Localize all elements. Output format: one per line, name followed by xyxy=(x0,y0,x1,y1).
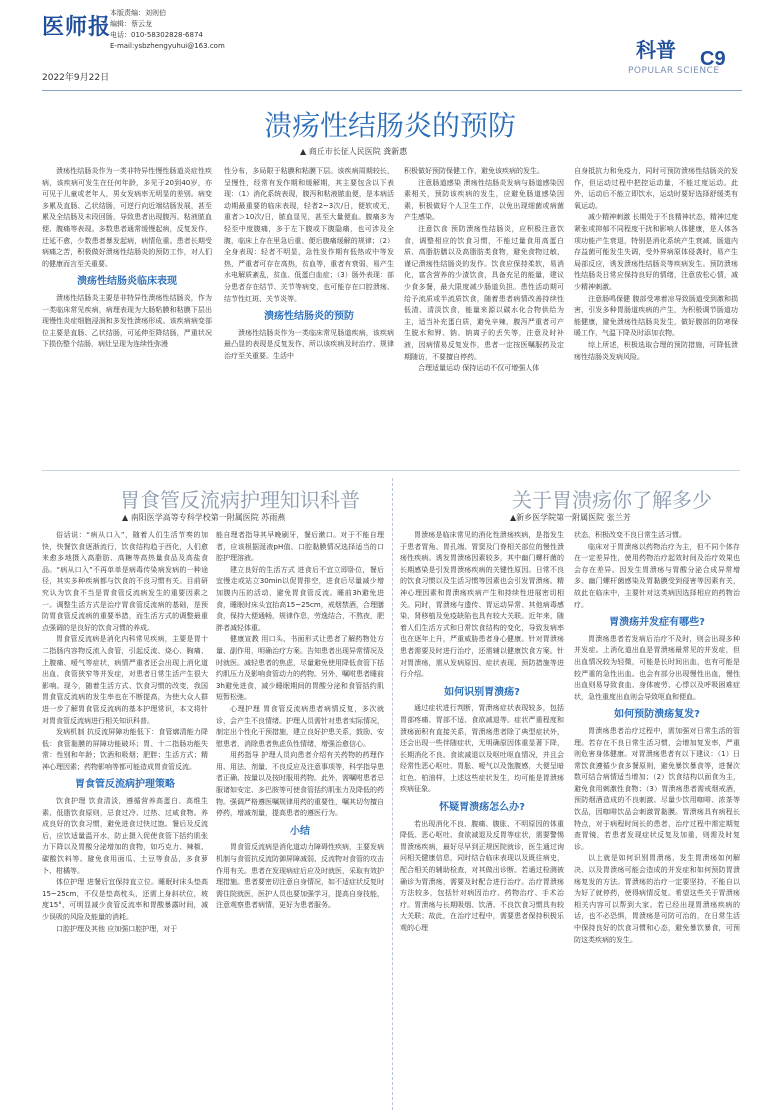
paragraph: 减少精神刺激 长期处于不良精神状态，精神过度紧张或抑郁不同程度干扰和影响人体健康，是人体各项功能产生衰退，特别是消化系统产生衰减，肠道内存益菌可能发生失调，受外界病原体侵袭时，易产生局部反应，诱发溃疡性结肠炎等疾病发生。预防溃疡性结肠炎日常应保持良好的情绪，注意放松心情，减少精神刺激。 xyxy=(574,213,738,291)
article1-column-4 xyxy=(574,166,738,464)
article1-byline: ▲ 商丘市长征人民医院 龚新惠 xyxy=(300,147,408,156)
paragraph: 用药指导 护理人员向患者介绍有关药物的药理作用、用法、剂量、不良反应及注意事项等，科学指导患者正确、按量以及按时服用药物。此外，需嘱咐患者忌服诸如安定、多巴胺等可使食管括约肌张力及降低的药物。强调严格遵医嘱规律用药的重要性，嘱其切勿擅自停药，增减剂量，提高患者的遵医行为。 xyxy=(216,751,384,818)
paragraph: 临床对于胃溃疡以药物治疗为主，但不同个体存在一定差异性，使用药物治疗起效时间及治疗效果也会存在差异。因发生胃溃疡与胃酸分泌合成异常增多、幽门螺杆菌感染及胃黏膜受到侵害等因素有关，故此在临床中，主要针对这类病因选择相应的药物治疗。 xyxy=(574,542,740,609)
issue-date: 2022年9月22日 xyxy=(42,73,110,83)
paragraph: 心理护理 胃食管反流病患者病情反复，多次就诊，会产生不良情绪。护理人员需针对患者实际情况，制定出个性化干预措施，建立良好护患关系，鼓励、安慰患者，消除患者焦虑负性情绪，增强治愈信心。 xyxy=(216,704,384,748)
paragraph: 健康宣教 用口头、书面形式让患者了解药物处方量、副作用，明确治疗方案。告知患者出现异常情况及时就医。减轻患者的焦虑，尽量避免使用降低食管下括约肌压力及影响食管动力的药物。另外，嘱咐患者睡前3h避免进食，减少睡眠期间的胃酸分泌和食管括约肌短暂松弛。 xyxy=(216,635,384,702)
paragraph: 建立良好的生活方式 进食后不宜立即卧位，餐后宜慢走或站立30min以促胃排空，进食后尽量减少增加腹内压的活动，避免胃食管反流。睡前3h避免进食，睡眠时床头宜抬高15~25cm，戒烟禁酒，合理膳食，保持大便通畅，规律作息，劳逸结合，不熬夜，肥胖者减轻体重。 xyxy=(216,565,384,632)
paragraph: 胃溃疡患者若发病后治疗不及时，则会出现多种并发症。上消化道出血是胃溃疡最常见的并发症，但出血情况较为轻微，可能是长时间出血，也有可能是较严重的急性出血。也会有部分出现慢性出血，慢性出血则易导致食血、身体疲劳、心悸以及呼吸困难症状，急性重度出血则会导致呕血和便血。 xyxy=(574,634,740,701)
paragraph: 若出现消化不良、腹痛、腹胀、不明原因的体重降低、恶心呕吐、食欲减退及反胃等症状，需要警惕胃溃疡疾病，最好尽早到正规医院就诊，医生通过询问相关健康信息，同时结合临床表现以及既往病史，配合相关的辅助检查，对其做出诊断。若通过检测被确诊为胃溃疡，需要及时配合进行治疗。治疗胃溃疡方法较多，包括针对病因治疗、药物治疗、手术治疗。胃溃疡与长期吸烟、饮酒、不良饮食习惯具有较大关联；故此，在治疗过程中，需要患者保持积极乐观的心理 xyxy=(400,819,564,932)
paragraph: 通过症状进行判断，胃溃疡症状表现较多，包括胃部疼痛、胃部不适、食欲减退等。症状严重程度和溃疡面积有直接关系，胃溃疡患者除了典型症状外，还会出现一些伴随症状，无明确原因体重显著下降，长期消化不良、食欲减退以及呕吐呕血情况，并且会经常性恶心呕吐、胃胀、嗳气以及饱腹感，大便呈暗红色、柏油样，上述这些症状发生，均可能是胃溃疡疾病征象。 xyxy=(400,704,564,794)
editor-line: 编辑：蔡云龙 xyxy=(110,20,152,28)
paragraph: 饮食护理 饮食清淡，遵循营养高蛋白、高维生素、低脂饮食原则，忌食过冷、过热、过咸食物。养成良好的饮食习惯，避免进食过快过饱。餐后及反流后，应饮适量温开水，防止摄入促使食管下括约肌张力下降以及胃酸分泌增加的食物，如巧克力、辣椒、碳酸饮料等。避免食用面瓜、土豆等食品，多食萝卜、柑橘等。 xyxy=(42,797,208,875)
paragraph: 体位护理 进餐后宜保持直立位。睡眠时床头垫高15~25cm，不仅是垫高枕头，还需上身斜状位，坡度15°，可明显减少食管反流率和胃酸暴露时间，减少误吸的风险及能量的消耗。 xyxy=(42,878,208,921)
paragraph: 口腔护理及其他 应加强口腔护理，对于 xyxy=(56,924,178,933)
editor-line: 本版责编：刘则伯 xyxy=(110,9,166,17)
paragraph: 胃食管反流病是消化内科常见疾病，主要是胃十二指肠内容物反流入食管，引起反流、烧心、胸痛、上腹痛、嗳气等症状，病情严重者还会出现上消化道出血、食管狭窄等并发症，对患者日常生活产生很大影响。现今，随着生活方式、饮食习惯的改变，我国胃食管反流病的发生率也在不断提高，为使大众人群进一步了解胃食管反流病的基本护理常识，本文将针对胃食管反流病进行相关知识科普。 xyxy=(42,635,208,725)
paragraph: 溃疡性结肠炎主要是非特异性溃疡性结肠炎，作为一类临床常见疾病，病理表现为大肠粘膜和粘膜下层出现慢性炎症细胞浸润和多发性溃疡形成。该疾病病变部位主要是直肠、乙状结肠，可延伸至降结肠，严重状况下损伤整个结肠，病灶呈现为连续性弥漫 xyxy=(42,293,212,349)
section-title: 科普 xyxy=(636,38,676,62)
section-subtitle: POPULAR SCIENCE xyxy=(628,66,720,76)
paragraph: 能自理者指导其早晚刷牙，餐后漱口。对于不能自理者，应该根据涎液pH值、口腔黏膜情况选择适当的口腔护理溶液。 xyxy=(216,531,384,563)
paragraph: 胃溃疡患者治疗过程中，需加强对日常生活的管理。若存在不良日常生活习惯，会增加复发率，严重则危害身体健康。对胃溃疡患者有以下建议：（1）日常饮食遵循少食多餐原则，避免暴饮暴食等，进餐次数可结合病情适当增加；（2）饮食结构以面食为主，避免食用刺激性食物；（3）胃溃疡患者需戒烟戒酒，预防烟酒造成的不良刺激。尽量少饮用咖啡、浓茶等饮品，因咖啡饮品会刺激胃黏膜。胃溃疡具有病程长特点，对于病程时间长的患者，治疗过程中需定期复查胃镜，若患者发现症状反复及加重，则需及时复诊。 xyxy=(574,726,740,851)
paragraph: 积极做好预防保健工作，避免该疾病的发生。 xyxy=(404,167,544,175)
article2-title: 胃食管反流病护理知识科普 xyxy=(120,488,360,512)
masthead xyxy=(0,0,780,88)
article2-column-1 xyxy=(42,530,208,1110)
header-rule xyxy=(42,90,742,91)
editor-info xyxy=(110,8,225,52)
article1-subheading: 溃疡性结肠炎的预防 xyxy=(264,311,354,323)
paragraph: 合理适量运动 保持运动不仅可增强人体 xyxy=(418,364,540,373)
article3-byline: ▲新乡医学院第一附属医院 张兰芳 xyxy=(510,513,631,522)
article2-subheading: 小结 xyxy=(290,825,310,837)
paragraph: 胃溃疡是临床常见的消化性溃疡疾病，是指发生于患者胃角、胃孔端、胃窦及门脊相关部位的慢性溃疡性疾病。诱发胃溃疡因素较多，其中幽门螺杆菌的长期感染是引发胃溃疡疾病的关键性原因。日常不良的饮食习惯以及生活习惯等因素也会引发胃溃疡。精神心理因素和胃溃疡疾病产生和持续性进展密切相关。同时，胃溃疡与遗传、胃运动异常、其他病毒感染、肾移植及免疫缺陷也具有较大关联。近年来，随着人们生活方式和日常饮食结构的变化，导致发病率也在逐年上升，严重威胁患者身心健康。针对胃溃疡患者需要及时进行治疗，还需辅以健康饮食方案。针对胃溃疡，需从发病原因、症状表现、预防措施等进行介绍。 xyxy=(400,531,564,679)
paragraph: 俗话说：“病从口入”，随着人们生活节奏的加快，快餐饮食逐渐流行，饮食结构趋于西化，人们愈来愈多地摄入高脂肪、高糖等高热量食品及高盐食品。“病从口入”不再单单是病毒传染病发病的一种途径，其实多种疾病都与饮食的不良习惯有关。目前研究认为饮食不当是胃食管反流病发生的重要因素之一。调整生活方式是治疗胃食管反流病的基础，是预防胃食管反流病的重要举措，而生活方式的调整最重点强调的是良好的饮食习惯的养成。 xyxy=(42,531,208,632)
article2-subheading: 胃食管反流病护理策略 xyxy=(75,779,175,791)
article1-column-1 xyxy=(42,166,212,464)
article1-title: 溃疡性结肠炎的预防 xyxy=(263,109,516,142)
paragraph: 注意肠鸣保健 腹部受寒着凉导致肠道受到激和损害，引发多种胃肠道疾病的产生，为积极调节肠道功能健康，避免溃疡性结肠炎发生，做好腹部的防寒保暖工作，气温下降及时添加衣物。 xyxy=(574,294,738,338)
article3-column-1 xyxy=(400,530,564,1110)
article1-subheading: 溃疡性结肠炎临床表现 xyxy=(77,276,177,288)
paragraph: 性分布，多局限于粘膜和粘膜下层。该疾病周期较长，呈慢性，经常有发作期和缓解期，其主要包含以下表现：（1）消化系统表现，腹泻和粘液脓血便，是本病活动期最重要的临床表现，轻者2~3次/日，便软或无，重者＞10次/日，脓血显见，甚至大量便血。腹痛多为轻至中度腹痛，多于左下腹或下腹隐痛，也可涉及全腹，临床上存在里急后重、便后腹痛缓解的规律；（2）全身表现：轻者不明显，急性发作期有低热或中等发热，严重者可存在高热，贫血等，重者有衰弱，易产生水电解质紊乱，贫血、低蛋白血症；（3）肠外表现：部分患者存在结节、关节等病变，也可能存在口腔溃疡、结节性红斑、关节炎等。 xyxy=(224,167,394,303)
section-divider xyxy=(42,470,740,471)
paragraph: 状态，积极改变不良日常生活习惯。 xyxy=(574,531,686,539)
article2-column-2 xyxy=(216,530,384,1110)
paragraph: 注意肠道感染 溃疡性结肠炎发病与肠道感染因素相关，预防该疾病的发生，应避免肠道感染因素，积极做好个人卫生工作，以免出现细菌或病菌产生感染。 xyxy=(404,178,564,222)
paragraph: 溃疡性结肠炎作为一类非特异性慢性肠道炎症性疾病，该疾病可发生在任何年龄，多见于20到40岁，亦可见于儿童或老年人，男女发病率无明显的差别。病变多累及直肠、乙状结肠，可逆行向近端结肠发展，甚至累及全结肠及末段回肠，导致患者出现腹泻、粘液脓血便、腹痛等表现。多数患者通常缓慢起病，反复发作，迁延不愈，少数患者暴发起病，病情危重。患者长期受病痛之苦，积极做好溃疡性结肠炎的预防工作，对人们的健康而言至关重要。 xyxy=(42,167,212,268)
newspaper-logo: 医师报 xyxy=(42,14,112,40)
article1-column-2 xyxy=(224,166,394,464)
phone-line: 电话：010-58302828-6874 xyxy=(110,31,203,39)
column-divider xyxy=(392,478,393,1110)
page-number: C9 xyxy=(700,48,726,70)
paragraph: 自身抵抗力和免疫力，同时可预防溃疡性结肠炎的发作，但运动过程中把控运动量，不能过度运动。此外，运动后不能立即饮水，运动时要好选择舒缓类有氧运动。 xyxy=(574,167,738,210)
article3-subheading: 如何预防溃疡复发? xyxy=(614,709,700,721)
article3-title: 关于胃溃疡你了解多少 xyxy=(512,488,712,512)
paragraph: 胃食管反流病是消化道动力障碍性疾病，主要发病机制与食管抗反流防御屏障减弱、反流物对食管的攻击作用有关。患者在发现病症后应及时就医，采取有效护理措施。患者要密切注意自身情况，如不适症状反复时需住院就医，医护人员也要加强学习，提高自身技能，注意观察患者病情，更好为患者服务。 xyxy=(216,843,384,910)
paragraph: 溃疡性结肠炎作为一类临床常见肠道疾病，该疾病最凸显的表现是反复发作，所以该疾病及时治疗、规律治疗至关重要。生活中 xyxy=(224,328,394,360)
article3-subheading: 怀疑胃溃疡怎么办? xyxy=(439,802,525,814)
paragraph: 发病机制 抗反流屏障功能低下：食管廓清能力降低：食管黏膜的屏障功能破坏；胃、十二指肠功能失常：性别和年龄；饮酒和吸烟；肥胖；生活方式；精神心理因素；药物影响等都可能造成胃食管反流。 xyxy=(42,728,208,771)
article1-column-3 xyxy=(404,166,564,464)
article3-column-2 xyxy=(574,530,740,1110)
paragraph: 注意饮食 预防溃疡性结肠炎，应积极注意饮食，调整相应的饮食习惯，不能过量食用高蛋白质、高脂肪膳以及高脂肪类食物，避免食物过敏，谨记溃疡性结肠炎的发作。饮食应保持柔软，易消化，富含营养的少渣饮食，具备充足的能量，建议少食多餐，最大限度减少肠道负担。患性活动期可给予流质或半流质饮食，随着患者病情改善持续性低渣、清淡饮食，能量来源以碳水化合物供给为主，适当补充蛋白质，避免辛辣，腹泻严重者可产生脱水和钾、钠、钠离子的丢失等，注意及时补液，因病情易反复发作，患者一定按医嘱服药及定期随访，不要擅自停药。 xyxy=(404,224,564,361)
article3-subheading: 如何识别胃溃疡? xyxy=(444,686,520,698)
article2-byline: ▲ 南阳医学高等专科学校第一附属医院 苏雨燕 xyxy=(122,513,286,522)
article3-subheading: 胃溃疡并发症有哪些? xyxy=(609,617,705,629)
paragraph: 综上所述，积极选取合理的预防措施，可降低溃疡性结肠炎发病风险。 xyxy=(574,340,738,361)
paragraph: 以上就是如何识别胃溃疡、发生胃溃疡如何解决、以及胃溃疡可能会造成的并发症和如何预防胃溃疡复发的方法。胃溃疡的治疗一定要坚持，不能自以为好了就停药，使得病情反复。希望这些关于胃溃疡相关内容可以帮到大家。若已经出现胃溃疡疾病的话，也不必恐惧，胃溃疡是可防可治的，在日常生活中保持良好的饮食习惯和心态，避免暴饮暴食，可预防这类疾病的发生。 xyxy=(574,854,740,944)
email-line: E-mail:ysbzhengyuhui@163.com xyxy=(110,42,225,50)
